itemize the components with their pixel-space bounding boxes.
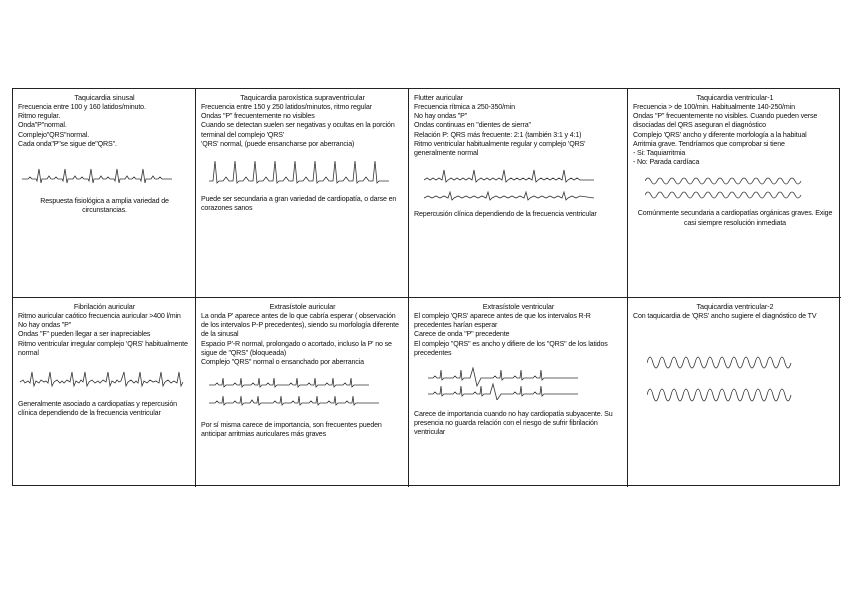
cell-title: Taquicardia ventricular-2 bbox=[696, 302, 774, 311]
cell-title: Extrasístole ventricular bbox=[482, 302, 555, 311]
cell-note: Respuesta fisiológica a amplia variedad de circunstancias. bbox=[40, 197, 169, 215]
cell-note: Carece de importancia cuando no hay cardiopatía subyacente. Su presencia no guarda relación con el riesgo de sufrir fibrilación ventricular bbox=[414, 410, 613, 437]
cell-note: Repercusión clínica dependiendo de la frecuencia ventricular bbox=[414, 210, 597, 219]
cell-line: No hay ondas "P" bbox=[414, 112, 468, 121]
cell-line: Ritmo regular. bbox=[18, 112, 61, 121]
cell-note: Comúnmente secundaria a cardiopatías orgánicas graves. Exige casi siempre resolución inmediata bbox=[637, 209, 833, 227]
cell-taquicardia-ventricular-2 bbox=[628, 298, 841, 487]
cell-title: Taquicardia sinusal bbox=[74, 93, 135, 102]
cell-taquicardia-sinusal bbox=[13, 89, 196, 298]
cell-line: Frecuencia > de 100/min. Habitualmente 140-250/min bbox=[633, 103, 795, 111]
cell-line: Cada onda"P"se sigue de"QRS". bbox=[18, 139, 117, 148]
cell-line: El complejo "QRS" es ancho y difiere de los "QRS" de los latidos precedentes bbox=[414, 339, 608, 357]
cell-fibrilacion-auricular bbox=[13, 298, 196, 487]
cell-line: Espacio P'-R normal, prolongado o acortado, incluso la P' no se sigue de "QRS" (bloqueada) bbox=[201, 339, 392, 357]
cell-line: Ondas "F" pueden llegar a ser inapreciables bbox=[18, 330, 151, 339]
cell-line: Con taquicardia de 'QRS' ancho sugiere el diagnóstico de TV bbox=[633, 312, 817, 320]
cell-line: Frecuencia entre 150 y 250 latidos/minutos, ritmo regular bbox=[201, 103, 372, 111]
cell-line: El complejo 'QRS' aparece antes de que los intervalos R-R precedentes harían esperar bbox=[414, 312, 591, 330]
cell-flutter-auricular bbox=[409, 89, 628, 298]
cell-line: La onda P' aparece antes de lo que cabría esperar ( observación de los intervalos P-P precedentes), siendo su morfología diferente de la sinusal bbox=[201, 312, 399, 339]
ecg-strip-tv1 bbox=[645, 173, 815, 203]
cell-line: Frecuencia entre 100 y 160 latidos/minuto. bbox=[18, 103, 146, 111]
cell-line: Complejo"QRS"normal. bbox=[18, 130, 90, 139]
cell-line: Ritmo auricular caótico frecuencia auricular >400 l/min bbox=[18, 312, 181, 320]
ecg-strip-sinus bbox=[22, 163, 172, 189]
cell-line: Carece de onda "P" precedente bbox=[414, 330, 510, 339]
cell-line: Arritmia grave. Tendríamos que comprobar si tiene bbox=[633, 139, 785, 148]
cell-title: Taquicardia ventricular-1 bbox=[696, 93, 774, 102]
ecg-strip-flutter bbox=[424, 166, 594, 206]
ecg-strip-esa bbox=[209, 375, 389, 409]
cell-line: Ritmo ventricular irregular complejo 'QRS' habitualmente normal bbox=[18, 339, 188, 357]
cell-line: Complejo 'QRS' ancho y diferente morfología a la habitual bbox=[633, 130, 807, 139]
cell-note: Puede ser secundaria a gran variedad de cardiopatía, o darse en corazones sanos bbox=[201, 195, 397, 213]
cell-line: Cuando se detectan suelen ser negativas y ocultas en la porción terminal del complejo 'QRS' bbox=[201, 121, 395, 139]
cell-title: Flutter auricular bbox=[414, 93, 463, 102]
cell-note: Por sí misma carece de importancia, son frecuentes pueden anticipar arritmias auriculares más graves bbox=[201, 421, 382, 439]
cell-extrasistole-auricular bbox=[196, 298, 409, 487]
cell-title: Fibrilación auricular bbox=[73, 302, 136, 311]
cell-line: Frecuencia rítmica a 250-350/min bbox=[414, 103, 515, 111]
cell-line: Ritmo ventricular habitualmente regular y complejo 'QRS' generalmente normal bbox=[414, 139, 586, 158]
cell-line: Ondas "P" frecuentemente no visibles. Cuando pueden verse disociadas del QRS aseguran el diagnóstico bbox=[633, 112, 818, 130]
ecg-strip-tv2 bbox=[647, 351, 817, 431]
cell-taquicardia-paroxistica bbox=[196, 89, 409, 298]
cell-line: Ondas "P" frecuentemente no visibles bbox=[201, 112, 315, 121]
cell-line: Ondas continuas en "dientes de sierra" bbox=[414, 121, 531, 130]
cell-line: 'QRS' normal, (puede ensancharse por aberrancia) bbox=[201, 139, 355, 148]
ecg-strip-fa bbox=[20, 368, 185, 392]
cell-line: - Si: Taquiarritmia bbox=[633, 149, 686, 158]
ecg-strip-tpsv bbox=[209, 159, 389, 189]
cell-title: Extrasístole auricular bbox=[269, 302, 336, 311]
ecg-strip-esv bbox=[428, 366, 598, 400]
arrhythmia-table bbox=[12, 88, 840, 486]
cell-extrasistole-ventricular bbox=[409, 298, 628, 487]
cell-line: No hay ondas "P" bbox=[18, 321, 72, 330]
cell-note: Generalmente asociado a cardiopatías y repercusión clínica dependiendo de la frecuencia ventricular bbox=[18, 400, 177, 418]
cell-line: Relación P: QRS más frecuente: 2:1 (también 3:1 y 4:1) bbox=[414, 130, 582, 139]
cell-line: Complejo "QRS" normal o ensanchado por aberrancia bbox=[201, 358, 364, 367]
cell-line: - No: Parada cardíaca bbox=[633, 158, 700, 167]
cell-taquicardia-ventricular-1 bbox=[628, 89, 841, 298]
cell-title: Taquicardia paroxística supraventricular bbox=[240, 93, 365, 102]
cell-line: Onda"P"normal. bbox=[18, 121, 67, 130]
